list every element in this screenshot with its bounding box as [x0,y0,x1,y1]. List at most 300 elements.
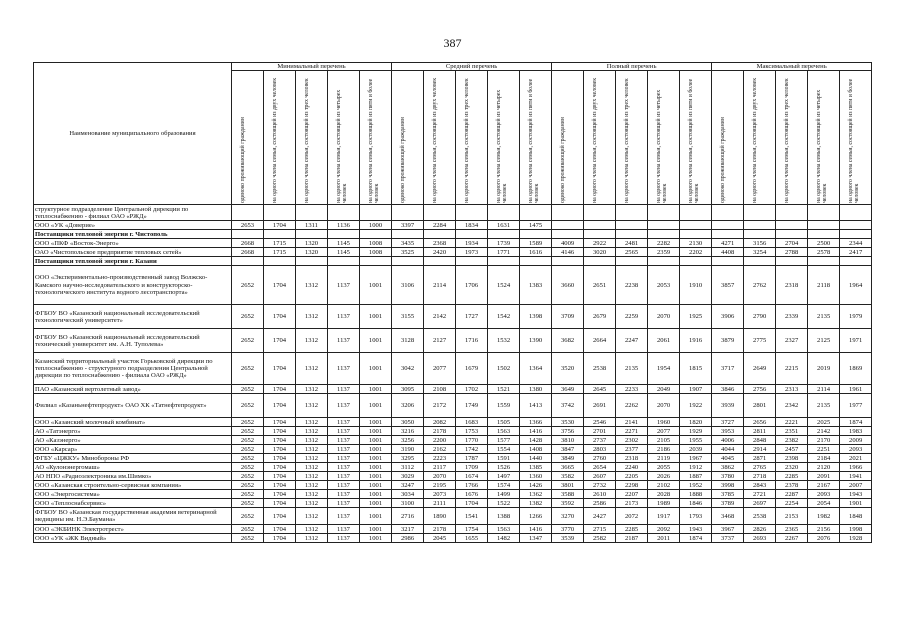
value-cell: 1001 [360,305,392,329]
value-cell: 2318 [616,454,648,463]
value-cell: 2259 [616,305,648,329]
subcolumn-header [808,71,840,205]
table-row [34,463,872,472]
value-cell: 1704 [264,221,296,230]
value-cell: 2045 [424,534,456,543]
value-cell: 1137 [328,266,360,305]
value-cell: 1742 [456,445,488,454]
value-cell: 2664 [584,329,616,353]
value-cell: 1137 [328,508,360,525]
value-cell [328,205,360,221]
value-cell: 2732 [584,481,616,490]
value-cell: 1001 [360,445,392,454]
value-cell: 2716 [392,508,424,525]
subcolumn-header-label: на одного члена семьи, состоящей из двух человек [432,77,439,203]
value-cell: 2009 [840,436,872,445]
value-cell: 1559 [488,394,520,418]
value-cell: 1834 [456,221,488,230]
value-cell: 2178 [424,525,456,534]
table-row [34,490,872,499]
value-cell: 1416 [520,427,552,436]
value-cell: 1482 [488,534,520,543]
value-cell: 1385 [520,463,552,472]
value-cell: 2320 [776,463,808,472]
value-cell: 1001 [360,427,392,436]
table-row [34,436,872,445]
value-cell: 1137 [328,534,360,543]
value-cell: 1312 [296,266,328,305]
value-cell: 2801 [744,394,776,418]
subcolumn-header [584,71,616,205]
value-cell: 1001 [360,418,392,427]
value-cell: 1526 [488,463,520,472]
value-cell: 3665 [552,463,584,472]
value-cell: 2652 [232,454,264,463]
value-cell: 2652 [232,418,264,427]
value-cell: 1312 [296,490,328,499]
organization-name: ООО «Казанская строительно-сервисная компания» [34,481,232,490]
table-row [34,248,872,257]
value-cell: 1952 [680,481,712,490]
value-cell: 2848 [744,436,776,445]
value-cell: 1440 [520,454,552,463]
value-cell [584,221,616,230]
value-cell: 1971 [840,329,872,353]
value-cell: 2284 [424,221,456,230]
value-cell: 2652 [232,436,264,445]
value-cell: 3106 [392,266,424,305]
value-cell: 1499 [488,490,520,499]
value-cell: 1820 [680,418,712,427]
value-cell: 1001 [360,508,392,525]
value-cell: 2092 [648,525,680,534]
value-cell [840,221,872,230]
value-cell: 1983 [840,427,872,436]
value-cell: 3660 [552,266,584,305]
value-cell: 3801 [552,481,584,490]
organization-name: ООО «УК «ЖК Видный» [34,534,232,543]
value-cell: 1137 [328,427,360,436]
value-cell: 1001 [360,463,392,472]
value-cell: 1362 [520,490,552,499]
value-cell: 3588 [552,490,584,499]
value-cell: 1704 [264,329,296,353]
value-cell: 2167 [808,481,840,490]
value-cell: 1771 [488,248,520,257]
table-row [34,385,872,394]
value-cell: 2108 [424,385,456,394]
value-cell: 3846 [712,385,744,394]
value-cell: 1311 [296,221,328,230]
subcolumn-header [552,71,584,205]
value-cell [584,257,616,266]
value-cell: 1383 [520,266,552,305]
value-cell: 2082 [424,418,456,427]
value-cell [296,205,328,221]
value-cell: 2652 [232,481,264,490]
value-cell: 1001 [360,266,392,305]
value-cell [264,205,296,221]
value-cell: 1137 [328,499,360,508]
value-cell: 2070 [648,305,680,329]
value-cell: 1907 [680,385,712,394]
value-cell: 2247 [616,329,648,353]
value-cell [488,230,520,239]
value-cell: 2691 [584,394,616,418]
value-cell: 1793 [680,508,712,525]
subcolumn-header-label: на одного члена семьи, состоящей из трех человек [784,78,791,203]
value-cell: 2102 [648,481,680,490]
value-cell: 1137 [328,454,360,463]
value-cell: 2342 [776,394,808,418]
subcolumn-header [744,71,776,205]
value-cell: 1008 [360,239,392,248]
subcolumn-header-label: на одного члена семьи, состоящей из двух человек [752,77,759,203]
value-cell: 2701 [584,427,616,436]
value-cell: 1137 [328,445,360,454]
organization-name: АО «Кулонэнергомаш» [34,463,232,472]
value-cell: 2693 [744,534,776,543]
organization-name: ФГБОУ ВО «Казанский национальный исследовательский технический университет им. А.Н. Туполева» [34,329,232,353]
value-cell: 1137 [328,329,360,353]
value-cell: 2704 [776,239,808,248]
value-cell: 1137 [328,394,360,418]
value-cell [712,205,744,221]
value-cell: 1704 [264,418,296,427]
value-cell: 2382 [776,436,808,445]
organization-name: АО «Казэнерго» [34,436,232,445]
value-cell: 1524 [488,266,520,305]
value-cell: 4408 [712,248,744,257]
organization-name: ФГБОУ ВО «Казанская государственная академия ветеринарной медицины им. Н.Э.Баумана» [34,508,232,525]
value-cell: 1522 [488,499,520,508]
value-cell: 1979 [840,305,872,329]
organization-name: ООО «Теплоснабсервис» [34,499,232,508]
value-cell: 2652 [232,472,264,481]
value-cell: 2803 [584,445,616,454]
value-cell: 1388 [488,508,520,525]
value-cell: 2130 [680,239,712,248]
value-cell: 2233 [616,385,648,394]
value-cell: 3254 [744,248,776,257]
value-cell: 1704 [264,481,296,490]
value-cell: 1704 [264,385,296,394]
value-cell [712,221,744,230]
value-cell [424,230,456,239]
value-cell: 2240 [616,463,648,472]
value-cell: 1716 [456,329,488,353]
value-cell: 3649 [552,385,584,394]
value-cell: 3042 [392,353,424,385]
value-cell: 1001 [360,499,392,508]
table-header [34,63,872,205]
value-cell: 3217 [392,525,424,534]
value-cell: 2318 [776,266,808,305]
section-header-row [34,230,872,239]
value-cell: 1312 [296,394,328,418]
value-cell: 1928 [840,534,872,543]
value-cell: 2565 [616,248,648,257]
value-cell: 1364 [520,353,552,385]
value-cell: 2011 [648,534,680,543]
value-cell: 2119 [648,454,680,463]
value-cell: 2135 [808,394,840,418]
value-cell: 2578 [808,248,840,257]
value-cell: 3020 [584,248,616,257]
value-cell: 1312 [296,499,328,508]
value-cell: 1679 [456,353,488,385]
value-cell: 1312 [296,508,328,525]
value-cell: 1766 [456,481,488,490]
municipality-column-header: Наименование муниципального образования [34,63,232,205]
organization-name: АО «Татэнерго» [34,427,232,436]
table-row [34,266,872,305]
value-cell: 2142 [808,427,840,436]
value-cell: 2871 [744,454,776,463]
value-cell: 2339 [776,305,808,329]
value-cell: 3682 [552,329,584,353]
subcolumn-header [840,71,872,205]
value-cell: 2760 [584,454,616,463]
value-cell: 2427 [584,508,616,525]
value-cell: 2215 [776,353,808,385]
organization-name: ООО «Казанский молочный комбинат» [34,418,232,427]
value-cell: 2313 [776,385,808,394]
value-cell: 4009 [552,239,584,248]
value-cell: 3953 [712,427,744,436]
value-cell: 3397 [392,221,424,230]
value-cell: 3156 [744,239,776,248]
value-cell: 2026 [648,472,680,481]
value-cell: 1715 [264,248,296,257]
subcolumn-header-label: на одного члена семьи, состоящей из трех человек [464,78,471,203]
value-cell [552,221,584,230]
value-cell: 2117 [424,463,456,472]
value-cell: 2205 [616,472,648,481]
value-cell [552,257,584,266]
value-cell: 1704 [264,490,296,499]
value-cell: 2021 [840,454,872,463]
value-cell: 3862 [712,463,744,472]
subcolumn-header-label: одиноко проживающий гражданин [560,116,567,203]
value-cell: 3785 [712,490,744,499]
value-cell [296,257,328,266]
value-cell: 2417 [840,248,872,257]
group-header-maximal: Максимальный перечень [712,63,872,71]
value-cell: 2053 [648,266,680,305]
value-cell: 1943 [680,525,712,534]
value-cell [232,257,264,266]
value-cell [264,257,296,266]
value-cell: 2765 [744,463,776,472]
value-cell: 1704 [264,436,296,445]
value-cell: 2811 [744,427,776,436]
value-cell: 1001 [360,472,392,481]
value-cell: 2457 [776,445,808,454]
value-cell: 2344 [840,239,872,248]
value-cell [744,205,776,221]
value-cell: 1922 [680,394,712,418]
value-cell: 1312 [296,481,328,490]
value-cell: 2262 [616,394,648,418]
value-cell: 2756 [744,385,776,394]
value-cell [808,205,840,221]
table-row [34,205,872,221]
value-cell: 4271 [712,239,744,248]
value-cell: 1616 [520,248,552,257]
value-cell [328,257,360,266]
value-cell: 1408 [520,445,552,454]
organization-name: ООО «Карсар» [34,445,232,454]
value-cell: 1982 [808,508,840,525]
value-cell [264,230,296,239]
value-cell: 1137 [328,353,360,385]
value-cell: 1753 [456,427,488,436]
value-cell [776,205,808,221]
value-cell: 2028 [648,490,680,499]
value-cell: 3468 [712,508,744,525]
value-cell: 2093 [840,445,872,454]
value-cell: 1787 [456,454,488,463]
value-cell: 1848 [840,508,872,525]
value-cell: 1702 [456,385,488,394]
value-cell: 3435 [392,239,424,248]
group-header-medium: Средний перечень [392,63,552,71]
value-cell: 3967 [712,525,744,534]
organization-name: ООО «Экспериментально-производственный завод Волжско-Камского научно-исследовательского и конструкторско-технологического института водного лесотранспорта» [34,266,232,305]
value-cell: 2652 [232,534,264,543]
value-cell [552,205,584,221]
value-cell: 3155 [392,305,424,329]
value-cell [744,230,776,239]
table-row [34,508,872,525]
value-cell: 2697 [744,499,776,508]
value-cell: 3742 [552,394,584,418]
subsidy-table [33,62,872,543]
value-cell: 1874 [680,534,712,543]
value-cell [648,257,680,266]
value-cell: 2271 [616,427,648,436]
value-cell: 2610 [584,490,616,499]
value-cell: 1001 [360,385,392,394]
value-cell: 1366 [520,418,552,427]
table-row [34,418,872,427]
subcolumn-header [392,71,424,205]
value-cell: 3295 [392,454,424,463]
value-cell: 1001 [360,329,392,353]
value-cell: 1398 [520,305,552,329]
value-cell: 1967 [680,454,712,463]
organization-name: ООО «Энергосистема» [34,490,232,499]
value-cell: 2111 [424,499,456,508]
value-cell: 1704 [264,499,296,508]
value-cell: 1001 [360,394,392,418]
value-cell: 2105 [648,436,680,445]
value-cell: 1390 [520,329,552,353]
subcolumn-header-label: на одного члена семьи, состоящей из двух человек [272,77,278,203]
value-cell: 1312 [296,534,328,543]
value-cell: 1312 [296,454,328,463]
table-row [34,305,872,329]
value-cell: 1998 [840,525,872,534]
value-cell: 2118 [808,266,840,305]
value-cell: 1000 [360,221,392,230]
value-cell [840,230,872,239]
value-cell: 1869 [840,353,872,385]
value-cell [328,230,360,239]
value-cell: 2368 [424,239,456,248]
value-cell: 3756 [552,427,584,436]
value-cell [776,257,808,266]
value-cell: 2652 [232,305,264,329]
value-cell: 2267 [776,534,808,543]
subcolumn-header-label: на одного члена семьи, состоящей из пяти и более человек [368,78,381,203]
value-cell: 2238 [616,266,648,305]
value-cell: 3206 [392,394,424,418]
value-cell: 3525 [392,248,424,257]
value-cell [808,221,840,230]
value-cell: 2070 [648,394,680,418]
value-cell: 1929 [680,427,712,436]
value-cell: 1312 [296,418,328,427]
value-cell: 2538 [584,353,616,385]
value-cell: 2223 [424,454,456,463]
subcolumn-header-label: одиноко проживающий гражданин [720,116,727,203]
value-cell: 2377 [616,445,648,454]
value-cell: 1574 [488,481,520,490]
table-body [34,205,872,543]
value-cell: 2302 [616,436,648,445]
value-cell: 1312 [296,472,328,481]
value-cell [712,257,744,266]
value-cell: 2025 [808,418,840,427]
value-cell: 4146 [552,248,584,257]
section-header-row [34,257,872,266]
value-cell: 1426 [520,481,552,490]
value-cell: 2061 [648,329,680,353]
value-cell: 1137 [328,472,360,481]
value-cell: 2285 [776,472,808,481]
value-cell: 1521 [488,385,520,394]
value-cell: 1706 [456,266,488,305]
subcolumn-header-label: на одного члена семьи, состоящей из четырех человек [816,89,829,203]
value-cell: 2007 [840,481,872,490]
group-header-full: Полный перечень [552,63,712,71]
value-cell: 3095 [392,385,424,394]
value-cell: 2582 [584,534,616,543]
value-cell [520,257,552,266]
value-cell: 1934 [456,239,488,248]
value-cell: 1577 [488,436,520,445]
subcolumn-header [456,71,488,205]
value-cell: 2652 [232,463,264,472]
value-cell: 2668 [232,239,264,248]
value-cell: 2170 [808,436,840,445]
value-cell: 1754 [456,525,488,534]
value-cell: 1704 [264,472,296,481]
value-cell: 1727 [456,305,488,329]
value-cell: 2652 [232,329,264,353]
subcolumn-header [232,71,264,205]
table-row [34,472,872,481]
value-cell: 2298 [616,481,648,490]
value-cell: 2093 [808,490,840,499]
value-cell: 2652 [232,490,264,499]
value-cell: 3582 [552,472,584,481]
value-cell [648,221,680,230]
value-cell: 3789 [712,499,744,508]
value-cell: 2826 [744,525,776,534]
